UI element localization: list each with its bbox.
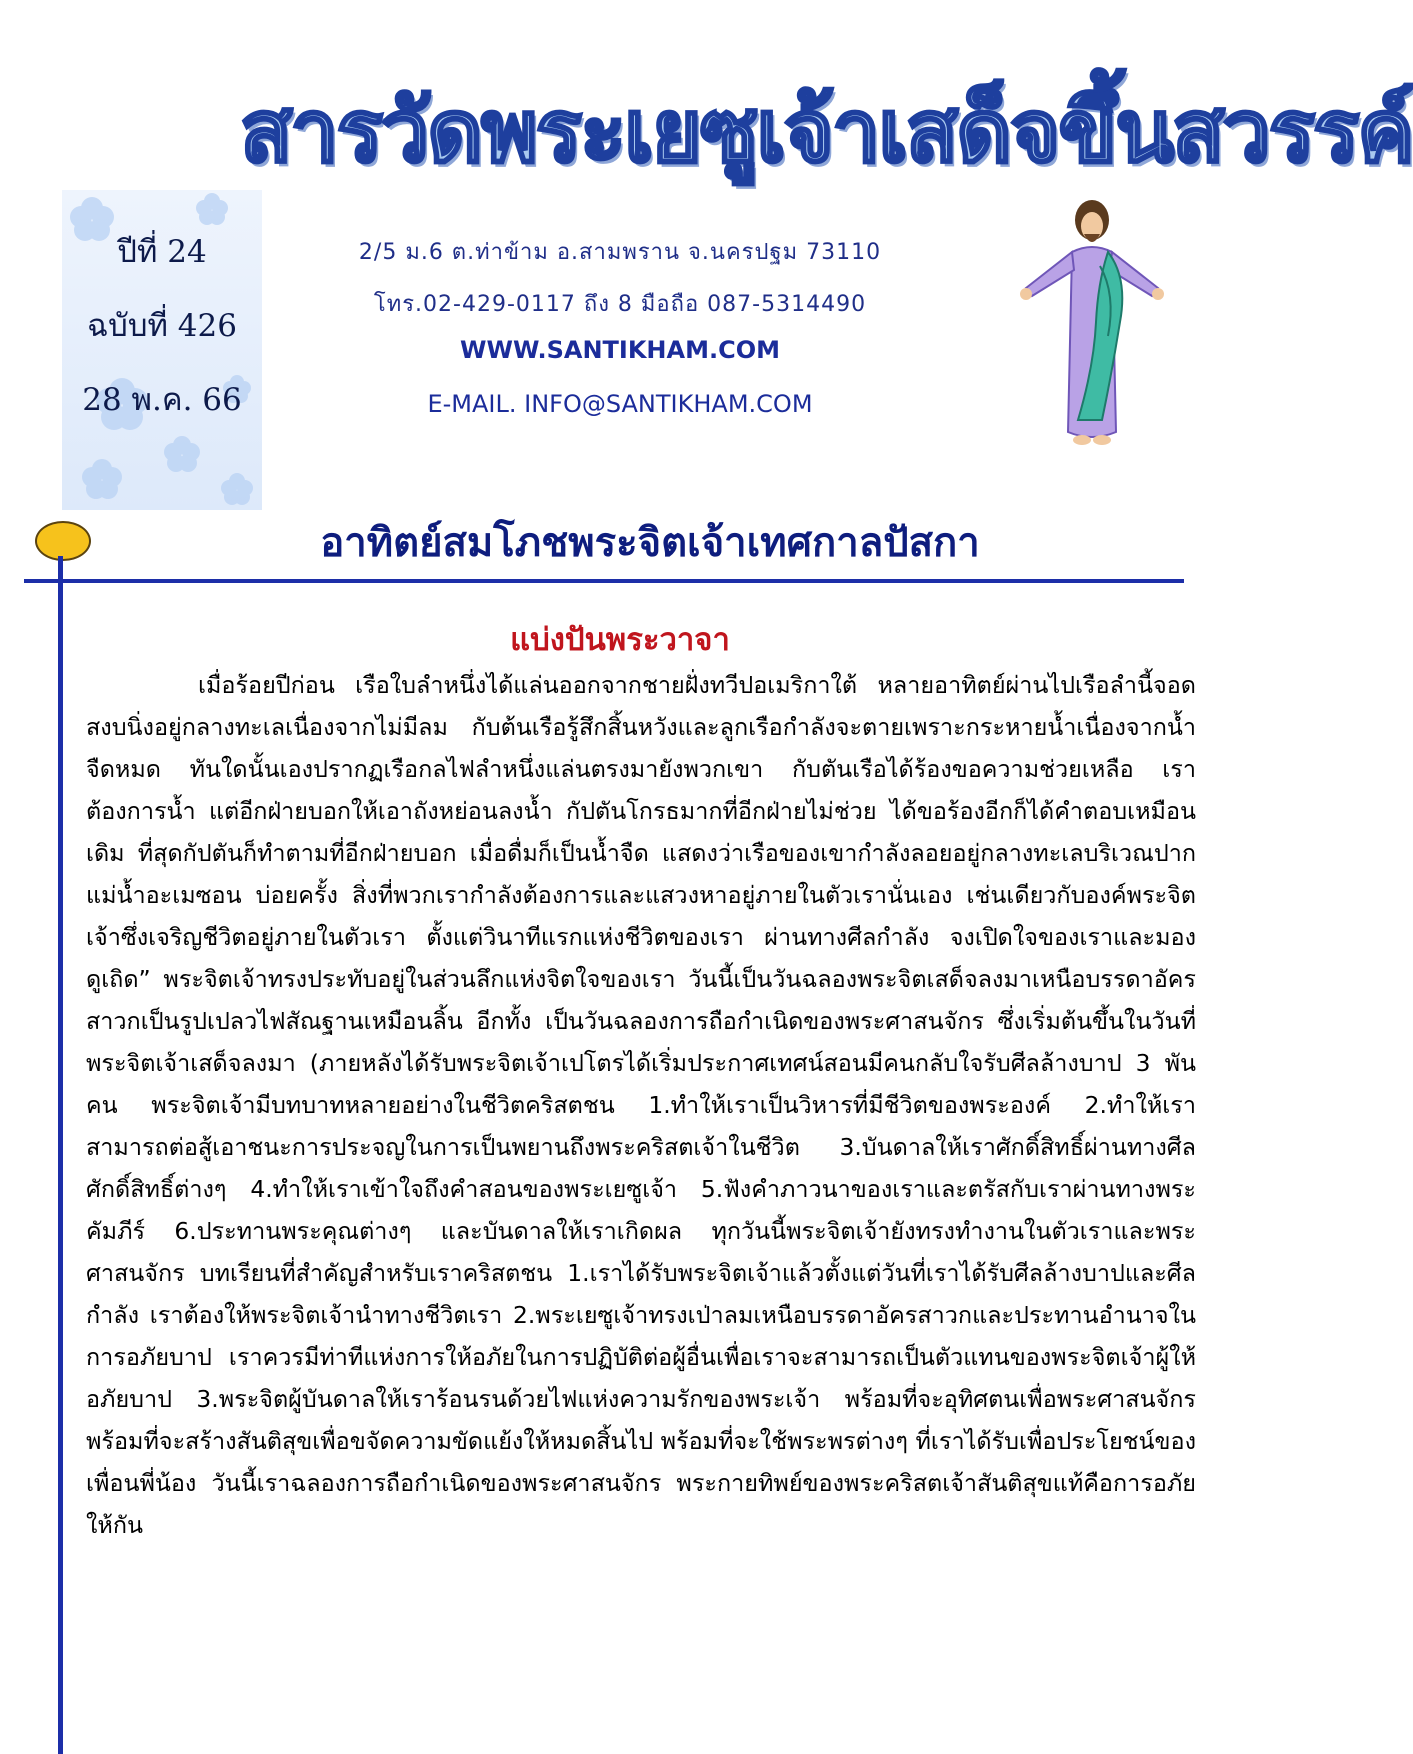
issue-info-box <box>62 190 262 510</box>
masthead <box>240 62 1413 202</box>
horizontal-rule <box>24 579 1184 583</box>
phone: โทร.02-429-0117 ถึง 8 มือถือ 087-5314490 <box>373 292 867 317</box>
issue-number: ฉบับที่ 426 <box>87 308 237 344</box>
pin-head-decoration <box>35 521 91 561</box>
jesus-illustration <box>1012 196 1172 486</box>
masthead-title: สารวัดพระเยซูเจ้าเสด็จขึ้นสวรรค์ <box>240 81 1413 182</box>
address: 2/5 ม.6 ต.ท่าข้าม อ.สามพราน จ.นครปฐม 73110 <box>358 240 882 265</box>
article-body: เมื่อร้อยปีก่อน เรือใบลำหนึ่งได้แล่นออกจากชายฝั่งทวีปอเมริกาใต้ หลายอาทิตย์ผ่านไปเรือลำนี้จอดสงบนิ่งอยู่กลางทะเลเนื่องจากไม่มีลม กับต้นเรือรู้สึกสิ้นหวังและลูกเรือกำลังจะตายเพราะกระหายน้ำเนื่องจากน้ำจืดหมด ทันใดนั้นเองปรากฏเรือกลไฟลำหนึ่งแล่นตรงมายังพวกเขา กับตันเรือได้ร้องขอความช่วยเหลือ เราต้องการน้ำ แต่อีกฝ่ายบอกให้เอาถังหย่อนลงน้ำ กัปตันโกรธมากที่อีกฝ่ายไม่ช่วย ได้ขอร้องอีกก็ได้คำตอบเหมือนเดิม ที่สุดกัปตันก็ทำตามที่อีกฝ่ายบอก เมื่อดื่มก็เป็นน้ำจืด แสดงว่าเรือของเขากำลังลอยอยู่กลางทะเลบริเวณปากแม่น้ำอะเมซอน บ่อยครั้ง สิ่งที่พวกเรากำลังต้องการและแสวงหาอยู่ภายในตัวเรานั่นเอง เช่นเดียวกับองค์พระจิตเจ้าซึ่งเจริญชีวิตอยู่ภายในตัวเรา ตั้งแต่วินาทีแรกแห่งชีวิตของเรา ผ่านทางศีลกำลัง จงเปิดใจของเราและมองดูเถิด” พระจิตเจ้าทรงประทับอยู่ในส่วนลึกแห่งจิตใจของเรา วันนี้เป็นวันฉลองพระจิตเสด็จลงมาเหนือบรรดาอัครสาวกเป็นรูปเปลวไฟสัณฐานเหมือนลิ้น อีกทั้ง เป็นวันฉลองการถือกำเนิดของพระศาสนจักร ซึ่งเริ่มต้นขึ้นในวันที่พระจิตเจ้าเสด็จลงมา (ภายหลังได้รับพระจิตเจ้าเปโตรได้เริ่มประกาศเทศน์สอนมีคนกลับใจรับศีลล้างบาป 3 พันคน พระจิตเจ้ามีบทบาทหลายอย่างในชีวิตคริสตชน 1.ทำให้เราเป็นวิหารที่มีชีวิตของพระองค์ 2.ทำให้เราสามารถต่อสู้เอาชนะการประจญในการเป็นพยานถึงพระคริสตเจ้าในชีวิต 3.บันดาลให้เราศักดิ์สิทธิ์ผ่านทางศีลศักดิ์สิทธิ์ต่างๆ 4.ทำให้เราเข้าใจถึงคำสอนของพระเยซูเจ้า 5.ฟังคำภาวนาของเราและตรัสกับเราผ่านทางพระคัมภีร์ 6.ประทานพระคุณต่างๆ และบันดาลให้เราเกิดผล ทุกวันนี้พระจิตเจ้ายังทรงทำงานในตัวเราและพระศาสนจักร บทเรียนที่สำคัญสำหรับเราคริสตชน 1.เราได้รับพระจิตเจ้าแล้วตั้งแต่วันที่เราได้รับศีลล้างบาปและศีลกำลัง เราต้องให้พระจิตเจ้านำทางชีวิตเรา 2.พระเยซูเจ้าทรงเป่าลมเหนือบรรดาอัครสาวกและประทานอำนาจในการอภัยบาป เราควรมีท่าทีแห่งการให้อภัยในการปฏิบัติต่อผู้อื่นเพื่อเราจะสามารถเป็นตัวแทนของพระจิตเจ้าผู้ให้อภัยบาป 3.พระจิตผู้บันดาลให้เราร้อนรนด้วยไฟแห่งความรักของพระเจ้า พร้อมที่จะอุทิศตนเพื่อพระศาสนจักร พร้อมที่จะสร้างสันติสุขเพื่อขจัดความขัดแย้งให้หมดสิ้นไป พร้อมที่จะใช้พระพรต่างๆ ที่เราได้รับเพื่อประโยชน์ของเพื่อนพี่น้อง วันนี้เราฉลองการถือกำเนิดของพระศาสนจักร พระกายทิพย์ของพระคริสตเจ้าสันติสุขแท้คือการอภัยให้กัน <box>86 671 1196 1539</box>
headline: อาทิตย์สมโภชพระจิตเจ้าเทศกาลปัสกา <box>320 520 980 566</box>
section-title: แบ่งปันพระวาจา <box>510 622 730 658</box>
issue-year: ปีที่ 24 <box>117 234 207 270</box>
pin-line-decoration <box>58 556 63 1754</box>
email-link[interactable]: E-MAIL. INFO@SANTIKHAM.COM <box>427 390 813 418</box>
website-link[interactable]: WWW.SANTIKHAM.COM <box>460 336 780 364</box>
issue-date: 28 พ.ค. 66 <box>82 382 242 418</box>
